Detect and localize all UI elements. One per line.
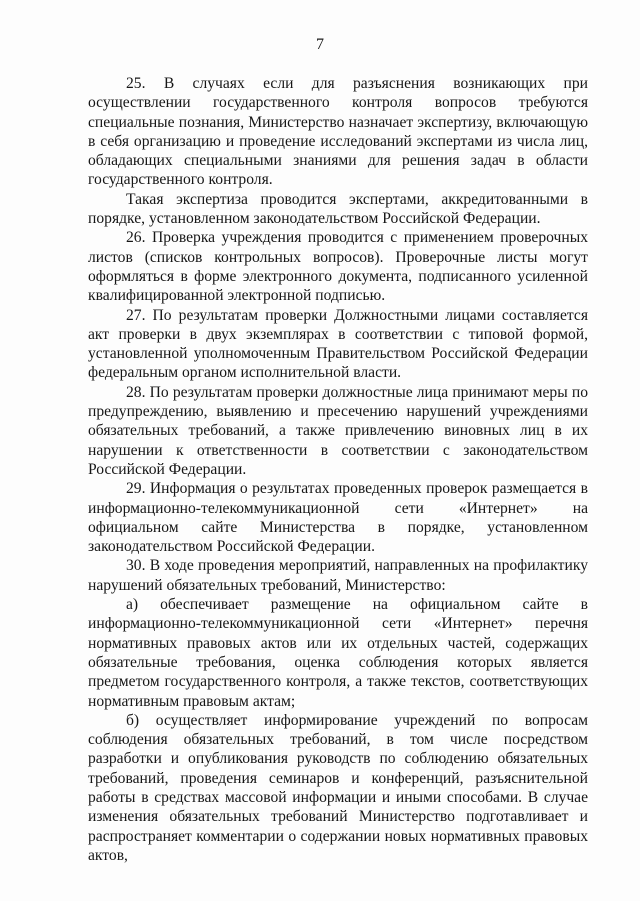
- document-body: [88, 74, 588, 865]
- page-number: 7: [316, 36, 324, 53]
- paragraph-25-expertise: Такая экспертиза проводится экспертами, аккредитованными в порядке, установленном законодательством Российской Федерации.: [88, 190, 588, 228]
- paragraph-26: 26. Проверка учреждения проводится с применением проверочных листов (списков контрольных вопросов). Проверочные листы могут оформляться в форме электронного документа, подписанного усиленной квалифицированной электронной подписью.: [88, 229, 588, 305]
- paragraph-30: 30. В ходе проведения мероприятий, направленных на профилактику нарушений обязательных требований, Министерство:: [88, 557, 588, 594]
- paragraph-28: 28. По результатам проверки должностные лица принимают меры по предупреждению, выявлению и пресечению нарушений учреждениями обязательных требований, а также привлечению виновных лиц в их нарушении к ответственности в соответствии с законодательством Российской Федерации.: [88, 383, 588, 478]
- paragraph-27: 27. По результатам проверки Должностными лицами составляется акт проверки в двух экземплярах в соответствии с типовой формой, установленной уполномоченным Правительством Российской Федерации федеральным органом исполнительной власти.: [88, 306, 588, 382]
- paragraph-29: 29. Информация о результатах проведенных проверок размещается в информационно-телекоммуникационной сети «Интернет» на официальном сайте Министерства в порядке, установленном законодательством Российской Федерации.: [88, 480, 588, 556]
- paragraph-30-a: а) обеспечивает размещение на официальном сайте в информационно-телекоммуникационной сети «Интернет» перечня нормативных правовых актов или их отдельных частей, содержащих обязательные требования, оценка соблюдения которых является предметом государственного контроля, а также текстов, соответствующих нормативным правовым актам;: [88, 596, 588, 710]
- paragraph-25: 25. В случаях если для разъяснения возникающих при осуществлении государственного контроля вопросов требуются специальные познания, Министерство назначает экспертизу, включающую в себя организацию и проведение исследований экспертами из числа лиц, обладающих специальными знаниями для решения задач в области государственного контроля.: [88, 75, 588, 189]
- paragraph-30-b: б) осуществляет информирование учреждений по вопросам соблюдения обязательных требований, в том числе посредством разработки и опубликования руководств по соблюдению обязательных требований, проведения семинаров и конференций, разъяснительной работы в средствах массовой информации и иными способами. В случае изменения обязательных требований Министерство подготавливает и распространяет комментарии о содержании новых нормативных правовых актов,: [88, 711, 588, 864]
